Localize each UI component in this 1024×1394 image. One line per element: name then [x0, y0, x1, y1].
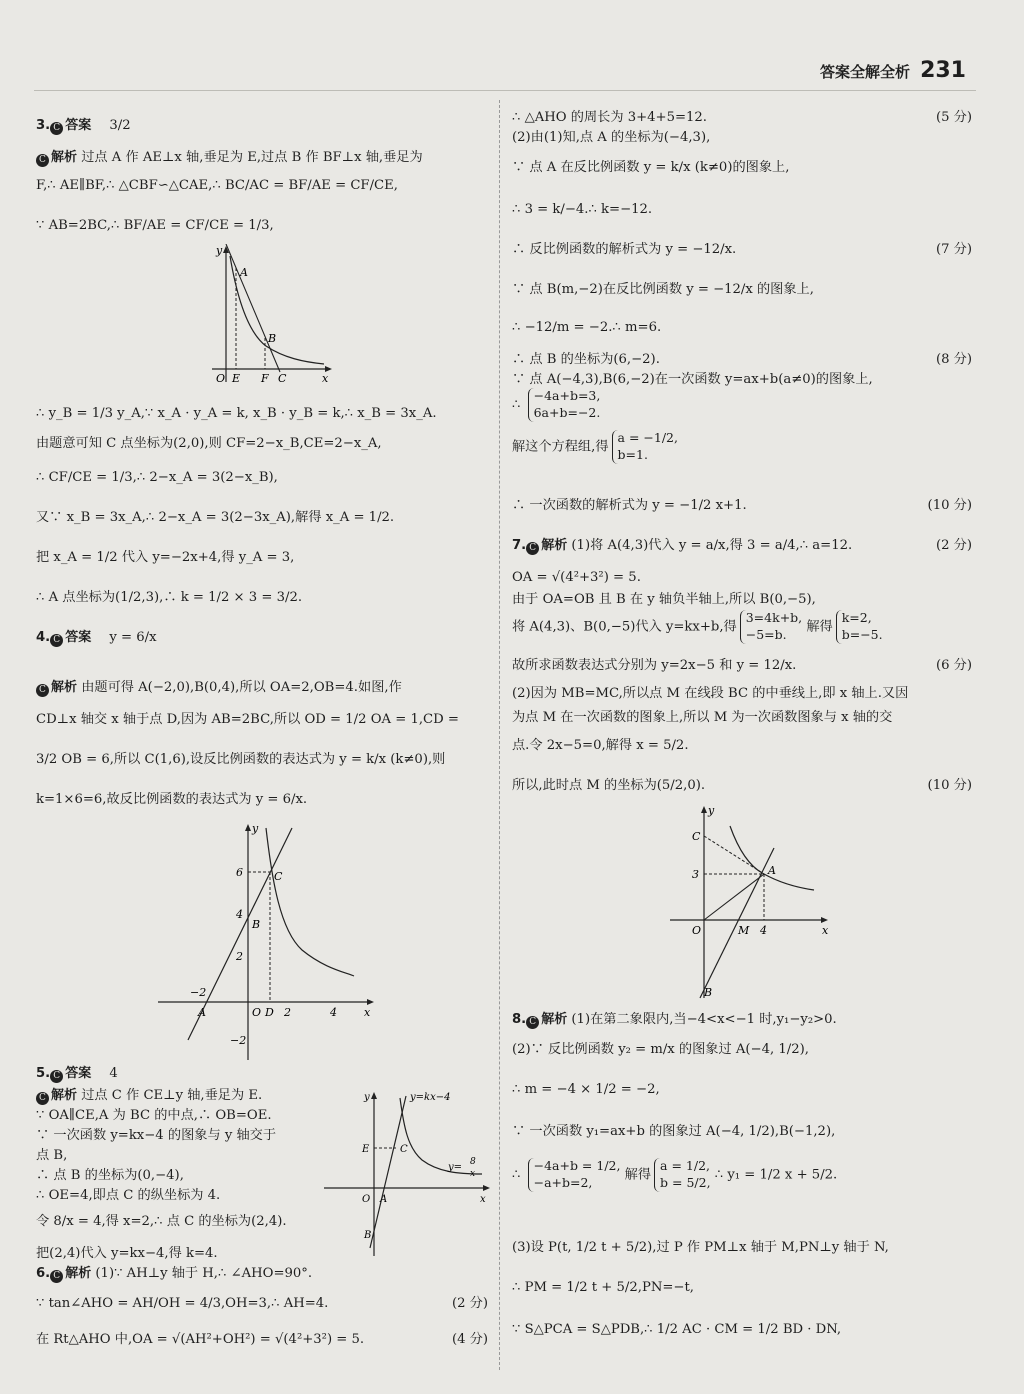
q6-number: 6. — [36, 1266, 51, 1281]
q8-analysis-tag: 解析 — [541, 1012, 568, 1027]
q3-number: 3. — [36, 118, 51, 133]
q3-answer-line — [36, 116, 488, 136]
fig3-label-b: B — [268, 332, 277, 345]
q4-line-1 — [36, 678, 488, 698]
fig7-label-y: y — [708, 804, 715, 817]
r6-text-9: ∵ 点 A(−4,3),B(6,−2)在一次函数 y=ax+b(a≠0)的图象上, — [512, 372, 873, 387]
r6-system-1: ∴ −4a+b=3, 6a+b=−2. — [512, 388, 601, 420]
q7-line-5 — [512, 656, 972, 675]
q5-text-7: 令 8/x = 4,得 x=2,∴ 点 C 的坐标为(2,4). — [36, 1214, 287, 1229]
q8-result: ∴ y₁ = 1/2 x + 5/2. — [714, 1167, 838, 1183]
fig5-label-b: B — [364, 1230, 372, 1241]
fig5-label-c: C — [400, 1144, 408, 1155]
fig4-tick-neg2-x: −2 — [190, 986, 207, 999]
q5-text-3: ∵ 一次函数 y=kx−4 的图象与 y 轴交于 — [36, 1128, 277, 1143]
q3-answer-value: 3/2 — [109, 118, 131, 133]
q7-solve: 解得 — [806, 619, 833, 635]
q7-score-5: (6 分) — [935, 658, 972, 673]
q6-line-1 — [36, 1264, 488, 1284]
q5-answer-tag: 答案 — [65, 1066, 92, 1081]
q7-text-7: 为点 M 在一次函数的图象上,所以 M 为一次函数图象与 x 轴的交 — [512, 710, 893, 725]
r6-text-7: ∴ −12/m = −2.∴ m=6. — [512, 320, 662, 335]
q7-eq-2: −5=b. — [745, 626, 787, 642]
fig4-label-y: y — [252, 822, 259, 835]
r6-line-5 — [512, 240, 972, 259]
fig7-tick-3: 3 — [692, 868, 699, 881]
analysis-icon: C — [36, 154, 49, 167]
q4-analysis-tag: 解析 — [51, 680, 78, 695]
r6-text-4: ∴ 3 = k/−4.∴ k=−12. — [512, 202, 653, 217]
q5-analysis-tag: 解析 — [51, 1088, 78, 1103]
fig4-tick-2: 2 — [236, 950, 243, 963]
q5-text-2: ∵ OA∥CE,A 为 BC 的中点,∴ OB=OE. — [36, 1108, 272, 1123]
q5-text-6: ∴ OE=4,即点 C 的纵坐标为 4. — [36, 1188, 221, 1203]
q6-line-2 — [36, 1294, 488, 1313]
answer-icon: C — [50, 122, 63, 135]
q4-text-2: CD⊥x 轴交 x 轴于点 D,因为 AB=2BC,所以 OD = 1/2 OA = 1,CD = — [36, 712, 459, 727]
r6-text-1: ∴ △AHO 的周长为 3+4+5=12. — [512, 110, 707, 125]
r6-text-11: 解这个方程组,得 — [512, 439, 609, 455]
q3-analysis-tag: 解析 — [51, 150, 78, 165]
q7-text-1: (1)将 A(4,3)代入 y = a/x,得 3 = a/4,∴ a=12. — [571, 538, 853, 553]
fig5-label-a: A — [380, 1194, 388, 1205]
q6-line-3 — [36, 1330, 488, 1349]
fig4-label-b: B — [252, 918, 261, 931]
fig3-label-a: A — [240, 266, 248, 279]
q5-answer-value: 4 — [109, 1066, 118, 1081]
r6-line-1 — [512, 108, 972, 127]
r6-eq-2: 6a+b=−2. — [533, 404, 601, 420]
q7-line-9 — [512, 776, 972, 795]
r6-line-8 — [512, 350, 972, 369]
fig5-label-curve: y= — [448, 1162, 463, 1173]
q8-text-2: (2)∵ 反比例函数 y₂ = m/x 的图象过 A(−4, 1/2), — [512, 1042, 809, 1057]
fig3-label-o: O — [216, 372, 226, 385]
fig5-label-y: y — [364, 1092, 370, 1103]
q7-text-8: 点.令 2x−5=0,解得 x = 5/2. — [512, 738, 689, 753]
q3-text-6: ∴ CF/CE = 1/3,∴ 2−x_A = 3(2−x_B), — [36, 470, 278, 485]
q4-figure — [154, 820, 380, 1070]
analysis-icon: C — [526, 542, 539, 555]
r6-text-12: ∴ 一次函数的解析式为 y = −1/2 x+1. — [512, 498, 747, 513]
fig5-label-curve-den: x — [470, 1169, 476, 1179]
q8-text-7: ∴ PM = 1/2 t + 5/2,PN=−t, — [512, 1280, 694, 1295]
q6-score-2: (2 分) — [451, 1296, 488, 1311]
q7-score-1: (2 分) — [935, 538, 972, 553]
q4-answer-line — [36, 628, 488, 648]
fig4-tick-4x: 4 — [330, 1006, 337, 1019]
q8-solve: 解得 — [624, 1167, 652, 1183]
answer-icon: C — [50, 634, 63, 647]
fig5-label-x: x — [480, 1194, 486, 1205]
r6-text-6: ∵ 点 B(m,−2)在反比例函数 y = −12/x 的图象上, — [512, 282, 814, 297]
fig7-label-a: A — [768, 864, 776, 877]
fig3-label-c: C — [278, 372, 287, 385]
fig5-label-e: E — [362, 1144, 370, 1155]
fig4-tick-2x: 2 — [284, 1006, 291, 1019]
fig7-label-b: B — [704, 986, 713, 999]
fig5-label-line: y=kx−4 — [410, 1092, 451, 1103]
r6-sol-b: b=1. — [617, 446, 648, 462]
fig5-label-o: O — [362, 1194, 371, 1205]
fig4-tick-6: 6 — [236, 866, 243, 879]
q8-sol-1: a = 1/2, — [660, 1158, 711, 1173]
r6-sol-a: a = −1/2, — [617, 430, 678, 445]
header-rule — [34, 90, 976, 91]
q7-line-1 — [512, 536, 972, 556]
q5-text-4: 点 B, — [36, 1148, 68, 1163]
fig4-label-x: x — [364, 1006, 371, 1019]
r6-text-2: (2)由(1)知,点 A 的坐标为(−4,3), — [512, 130, 711, 145]
q3-text-1: 过点 A 作 AE⊥x 轴,垂足为 E,过点 B 作 BF⊥x 轴,垂足为 — [81, 150, 423, 165]
q5-text-1: 过点 C 作 CE⊥y 轴,垂足为 E. — [81, 1088, 263, 1103]
r6-text-8: ∴ 点 B 的坐标为(6,−2). — [512, 352, 660, 367]
q5-answer-line — [36, 1064, 488, 1084]
r6-eq-1: −4a+b=3, — [533, 388, 601, 403]
r6-line-12 — [512, 496, 972, 515]
fig3-label-y: y — [216, 244, 223, 257]
q7-sol-1: k=2, — [841, 610, 872, 625]
q7-text-3: 由于 OA=OB 且 B 在 y 轴负半轴上,所以 B(0,−5), — [512, 592, 816, 607]
r6-score-12: (10 分) — [927, 498, 972, 513]
q6-analysis-tag: 解析 — [65, 1266, 92, 1281]
q8-text-6: (3)设 P(t, 1/2 t + 5/2),过 P 作 PM⊥x 轴于 M,PN⊥y 轴于 N, — [512, 1240, 889, 1255]
q7-analysis-tag: 解析 — [541, 538, 568, 553]
q8-eq-2: −a+b=2, — [533, 1174, 593, 1190]
q7-text-9: 所以,此时点 M 的坐标为(5/2,0). — [512, 778, 706, 793]
q7-score-9: (10 分) — [927, 778, 972, 793]
q5-text-8: 把(2,4)代入 y=kx−4,得 k=4. — [36, 1246, 218, 1261]
q4-text-3: 3/2 OB = 6,所以 C(1,6),设反比例函数的表达式为 y = k/x (k≠0),则 — [36, 752, 446, 767]
q3-text-5: 由题意可知 C 点坐标为(2,0),则 CF=2−x_B,CE=2−x_A, — [36, 436, 382, 451]
analysis-icon: C — [526, 1016, 539, 1029]
q3-text-8: 把 x_A = 1/2 代入 y=−2x+4,得 y_A = 3, — [36, 550, 295, 565]
fig4-label-a: A — [198, 1006, 206, 1019]
fig7-tick-4: 4 — [760, 924, 767, 937]
q6-text-2: ∵ tan∠AHO = AH/OH = 4/3,OH=3,∴ AH=4. — [36, 1296, 329, 1311]
analysis-icon: C — [36, 1092, 49, 1105]
fig3-label-f: F — [261, 372, 269, 385]
fig4-label-o: O — [252, 1006, 262, 1019]
q8-text-4: ∵ 一次函数 y₁=ax+b 的图象过 A(−4, 1/2),B(−1,2), — [512, 1124, 836, 1139]
q7-text-2: OA = √(4²+3²) = 5. — [512, 570, 641, 585]
fig7-label-x: x — [822, 924, 829, 937]
q8-text-3: ∴ m = −4 × 1/2 = −2, — [512, 1082, 660, 1097]
q8-line-5: ∴ −4a+b = 1/2, −a+b=2, 解得a = 1/2, b = 5/2, ∴ y₁ = 1/2 x + 5/2. — [512, 1158, 838, 1190]
fig4-label-c: C — [274, 870, 283, 883]
q6-text-1: (1)∵ AH⊥y 轴于 H,∴ ∠AHO=90°. — [95, 1266, 313, 1281]
r6-text-5: ∴ 反比例函数的解析式为 y = −12/x. — [512, 242, 737, 257]
q7-text-5: 故所求函数表达式分别为 y=2x−5 和 y = 12/x. — [512, 658, 797, 673]
q3-text-2: F,∴ AE∥BF,∴ △CBF∽△CAE,∴ BC/AC = BF/AE = CF/CE, — [36, 178, 398, 193]
fig7-label-o: O — [692, 924, 702, 937]
q5-figure — [322, 1088, 492, 1258]
q7-number: 7. — [512, 538, 527, 553]
q7-text-4: 将 A(4,3)、B(0,−5)代入 y=kx+b,得 — [512, 619, 737, 635]
r6-text-3: ∵ 点 A 在反比例函数 y = k/x (k≠0)的图象上, — [512, 160, 790, 175]
q8-sol-2: b = 5/2, — [660, 1174, 711, 1190]
q3-line-1 — [36, 148, 488, 168]
q4-number: 4. — [36, 630, 51, 645]
q8-text-8: ∵ S△PCA = S△PDB,∴ 1/2 AC · CM = 1/2 BD · DN, — [512, 1322, 842, 1337]
analysis-icon: C — [50, 1270, 63, 1283]
q3-text-7: 又∵ x_B = 3x_A,∴ 2−x_A = 3(2−3x_A),解得 x_A = 1/2. — [36, 510, 395, 525]
q3-text-3: ∵ AB=2BC,∴ BF/AE = CF/CE = 1/3, — [36, 218, 274, 233]
analysis-icon: C — [36, 684, 49, 697]
page-header — [820, 58, 966, 83]
q6-score-3: (4 分) — [451, 1332, 488, 1347]
q7-line-4 — [512, 610, 972, 644]
q5-text-5: ∴ 点 B 的坐标为(0,−4), — [36, 1168, 184, 1183]
q8-number: 8. — [512, 1012, 527, 1027]
q3-answer-tag: 答案 — [65, 118, 92, 133]
r6-system-2 — [512, 430, 972, 464]
q5-number: 5. — [36, 1066, 51, 1081]
q8-eq-1: −4a+b = 1/2, — [533, 1158, 621, 1173]
q7-figure — [664, 802, 844, 1000]
fig5-label-curve-num: 8 — [470, 1157, 476, 1167]
fig4-tick-4: 4 — [236, 908, 243, 921]
answer-icon: C — [50, 1070, 63, 1083]
q4-text-1: 由题可得 A(−2,0),B(0,4),所以 OA=2,OB=4.如图,作 — [81, 680, 402, 695]
q3-figure — [204, 244, 334, 392]
q7-eq-1: 3=4k+b, — [745, 610, 803, 625]
r6-score-8: (8 分) — [935, 352, 972, 367]
r6-score-5: (7 分) — [935, 242, 972, 257]
q4-text-4: k=1×6=6,故反比例函数的表达式为 y = 6/x. — [36, 792, 308, 807]
fig7-label-c: C — [692, 830, 701, 843]
q4-answer-value: y = 6/x — [109, 630, 157, 645]
page-number: 231 — [920, 58, 966, 83]
q3-text-4: ∴ y_B = 1/3 y_A,∵ x_A · y_A = k, x_B · y_B = k,∴ x_B = 3x_A. — [36, 406, 437, 421]
fig3-label-e: E — [232, 372, 241, 385]
q7-text-6: (2)因为 MB=MC,所以点 M 在线段 BC 的中垂线上,即 x 轴上.又因 — [512, 686, 909, 701]
fig7-label-m: M — [738, 924, 750, 937]
q8-line-1 — [512, 1010, 972, 1030]
fig4-label-d: D — [265, 1006, 274, 1019]
q3-text-9: ∴ A 点坐标为(1/2,3),∴ k = 1/2 × 3 = 3/2. — [36, 590, 303, 605]
q7-sol-2: b=−5. — [841, 626, 883, 642]
q6-text-3: 在 Rt△AHO 中,OA = √(AH²+OH²) = √(4²+3²) = 5. — [36, 1332, 365, 1347]
r6-score-1: (5 分) — [935, 110, 972, 125]
header-title: 答案全解全析 — [820, 63, 911, 81]
fig3-label-x: x — [322, 372, 329, 385]
column-divider — [499, 100, 500, 1370]
q8-text-1: (1)在第二象限内,当−4<x<−1 时,y₁−y₂>0. — [571, 1012, 837, 1027]
q4-answer-tag: 答案 — [65, 630, 92, 645]
fig4-tick-neg2-y: −2 — [230, 1034, 247, 1047]
